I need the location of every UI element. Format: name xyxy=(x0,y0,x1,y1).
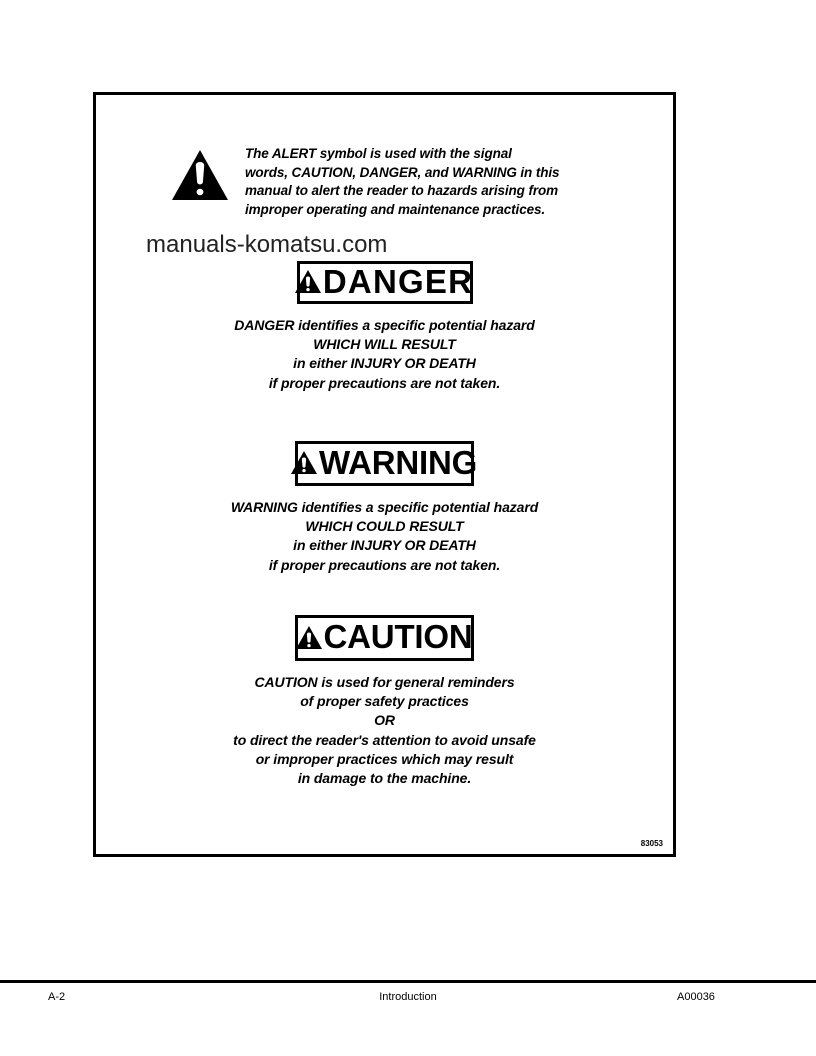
caution-body-text xyxy=(96,673,673,788)
caution-body-line: CAUTION is used for general reminders xyxy=(254,674,515,690)
footer-section-title: Introduction xyxy=(379,991,437,1003)
intro-line: The ALERT symbol is used with the signal xyxy=(245,146,512,161)
caution-body-line: of proper safety practices xyxy=(300,693,469,710)
caution-section xyxy=(96,615,673,788)
danger-body-text xyxy=(96,316,673,393)
warning-body-line: if proper precautions are not taken. xyxy=(268,556,501,573)
warning-signal-word: WARNING xyxy=(318,443,478,481)
danger-body-line: if proper precautions are not taken. xyxy=(268,374,501,391)
footer-divider xyxy=(0,980,816,983)
footer-page-number: A-2 xyxy=(48,991,66,1003)
caution-body-line: or improper practices which may result xyxy=(255,750,514,767)
danger-body-line: WHICH WILL RESULT xyxy=(313,336,456,353)
caution-body-line: in damage to the machine. xyxy=(297,770,472,787)
content-frame xyxy=(93,92,676,857)
warning-section xyxy=(96,441,673,575)
danger-signal-box xyxy=(297,261,473,304)
warning-body-text xyxy=(96,498,673,575)
alert-triangle-icon xyxy=(294,269,322,294)
footer-document-code: A00036 xyxy=(677,991,715,1003)
caution-body-line: OR xyxy=(374,712,395,729)
warning-body-line: WARNING identifies a specific potential hazard xyxy=(230,499,539,515)
figure-code: 83053 xyxy=(640,839,663,848)
watermark-text: manuals-komatsu.com xyxy=(146,231,388,258)
caution-body-line: to direct the reader's attention to avoid unsafe xyxy=(233,731,536,748)
caution-signal-box xyxy=(295,615,474,661)
danger-body-line: DANGER identifies a specific potential hazard xyxy=(234,317,535,333)
intro-paragraph xyxy=(245,145,651,219)
danger-body-line: in either INJURY OR DEATH xyxy=(293,355,476,372)
caution-signal-word: CAUTION xyxy=(323,618,473,655)
warning-body-line: WHICH COULD RESULT xyxy=(305,518,464,535)
intro-line: improper operating and maintenance practices. xyxy=(245,201,546,217)
warning-signal-box xyxy=(295,441,478,486)
danger-section xyxy=(96,261,673,393)
warning-body-line: in either INJURY OR DEATH xyxy=(293,537,476,554)
alert-triangle-icon xyxy=(290,450,318,475)
intro-line: manual to alert the reader to hazards arising from xyxy=(245,183,559,198)
alert-triangle-icon xyxy=(295,625,323,650)
intro-block xyxy=(171,145,651,219)
alert-triangle-icon xyxy=(171,149,229,201)
danger-signal-word: DANGER xyxy=(322,262,474,300)
intro-line: words, CAUTION, DANGER, and WARNING in this xyxy=(245,164,560,180)
page-footer xyxy=(0,991,816,1009)
